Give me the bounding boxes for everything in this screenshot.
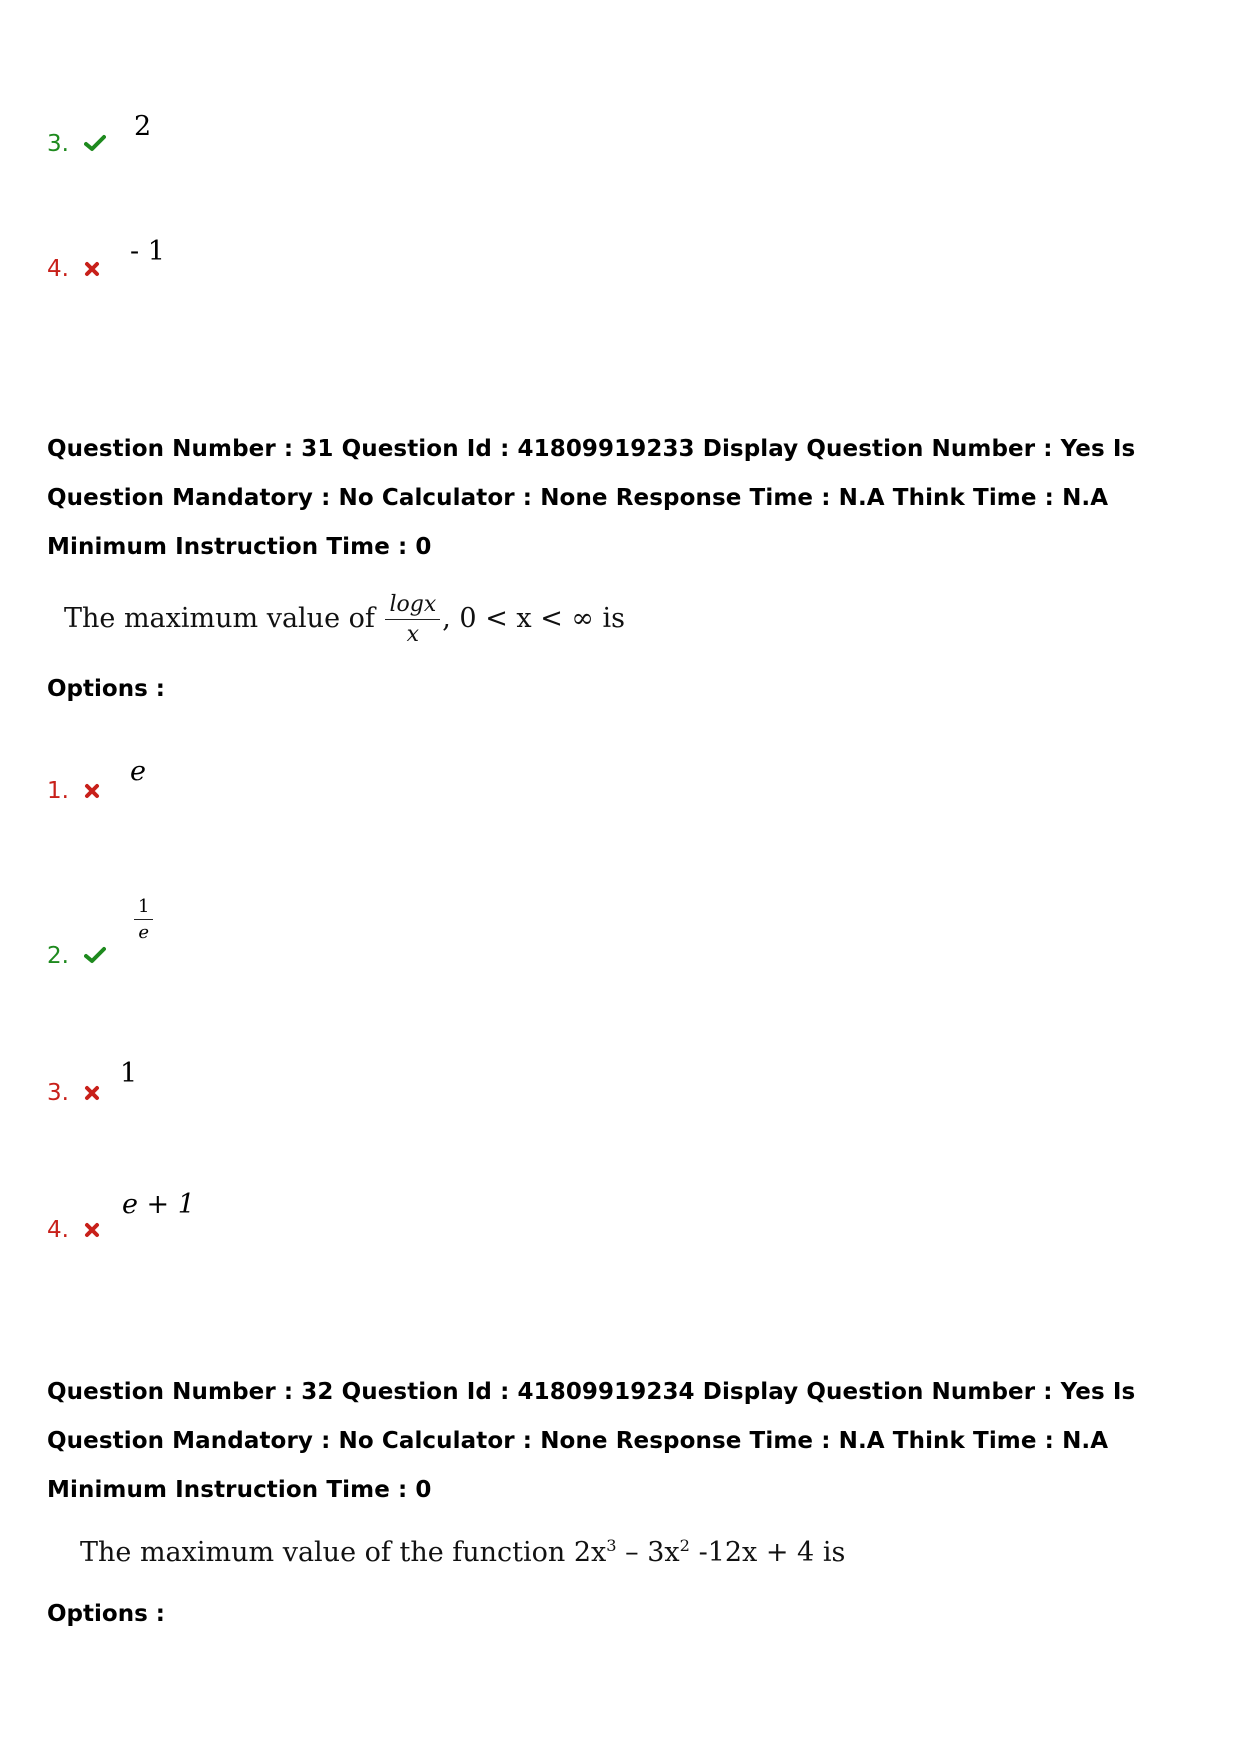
- question-header: Question Number : 31 Question Id : 41809919233 Display Question Number : Yes Is Question Mandatory : No Calculator : None Response Time : N.A Think Time : N.A Minimum Instruction Time : 0: [47, 436, 1136, 560]
- question-header: Question Number : 32 Question Id : 41809919234 Display Question Number : Yes Is Question Mandatory : No Calculator : None Response Time : N.A Think Time : N.A Minimum Instruction Time : 0: [47, 1379, 1136, 1503]
- option-value: e: [130, 756, 146, 787]
- question-text-suffix: , 0 < x < ∞ is: [442, 603, 625, 634]
- fraction-denominator: x: [406, 622, 420, 647]
- fraction: [385, 592, 440, 647]
- question-text-mid: – 3x: [616, 1537, 680, 1568]
- fraction-numerator: 1: [134, 896, 153, 920]
- question-text: [80, 1536, 845, 1568]
- question-text-suffix: -12x + 4 is: [689, 1537, 846, 1568]
- cross-icon: [84, 778, 100, 806]
- option-4-prev: [47, 255, 100, 284]
- question-text: [64, 592, 625, 647]
- option-3-prev: [47, 130, 106, 159]
- option-1: [47, 777, 100, 806]
- fraction-denominator: e: [138, 922, 150, 943]
- check-icon: [84, 131, 106, 159]
- option-value: 1: [120, 1058, 138, 1089]
- check-icon: [84, 943, 106, 971]
- fraction-numerator: logx: [385, 592, 440, 620]
- option-value: 2: [134, 111, 152, 142]
- option-number: 1.: [47, 778, 69, 804]
- option-number: 3.: [47, 1080, 69, 1106]
- option-number: 2.: [47, 943, 69, 969]
- option-3: [47, 1079, 100, 1108]
- cross-icon: [84, 1080, 100, 1108]
- question-text-prefix: The maximum value of: [64, 603, 375, 634]
- options-label: Options :: [47, 1601, 165, 1627]
- cross-icon: [84, 1217, 100, 1245]
- option-value: - 1: [130, 236, 165, 267]
- option-value: e + 1: [122, 1189, 195, 1220]
- option-number: 4.: [47, 256, 69, 282]
- cross-icon: [84, 256, 100, 284]
- option-2: [47, 942, 106, 971]
- options-label: Options :: [47, 676, 165, 702]
- superscript: 3: [606, 1536, 617, 1555]
- superscript: 2: [679, 1536, 690, 1555]
- option-number: 3.: [47, 131, 69, 157]
- option-number: 4.: [47, 1217, 69, 1243]
- question-text-prefix: The maximum value of the function 2x: [80, 1537, 607, 1568]
- option-4: [47, 1216, 100, 1245]
- option-value-fraction: [134, 896, 153, 943]
